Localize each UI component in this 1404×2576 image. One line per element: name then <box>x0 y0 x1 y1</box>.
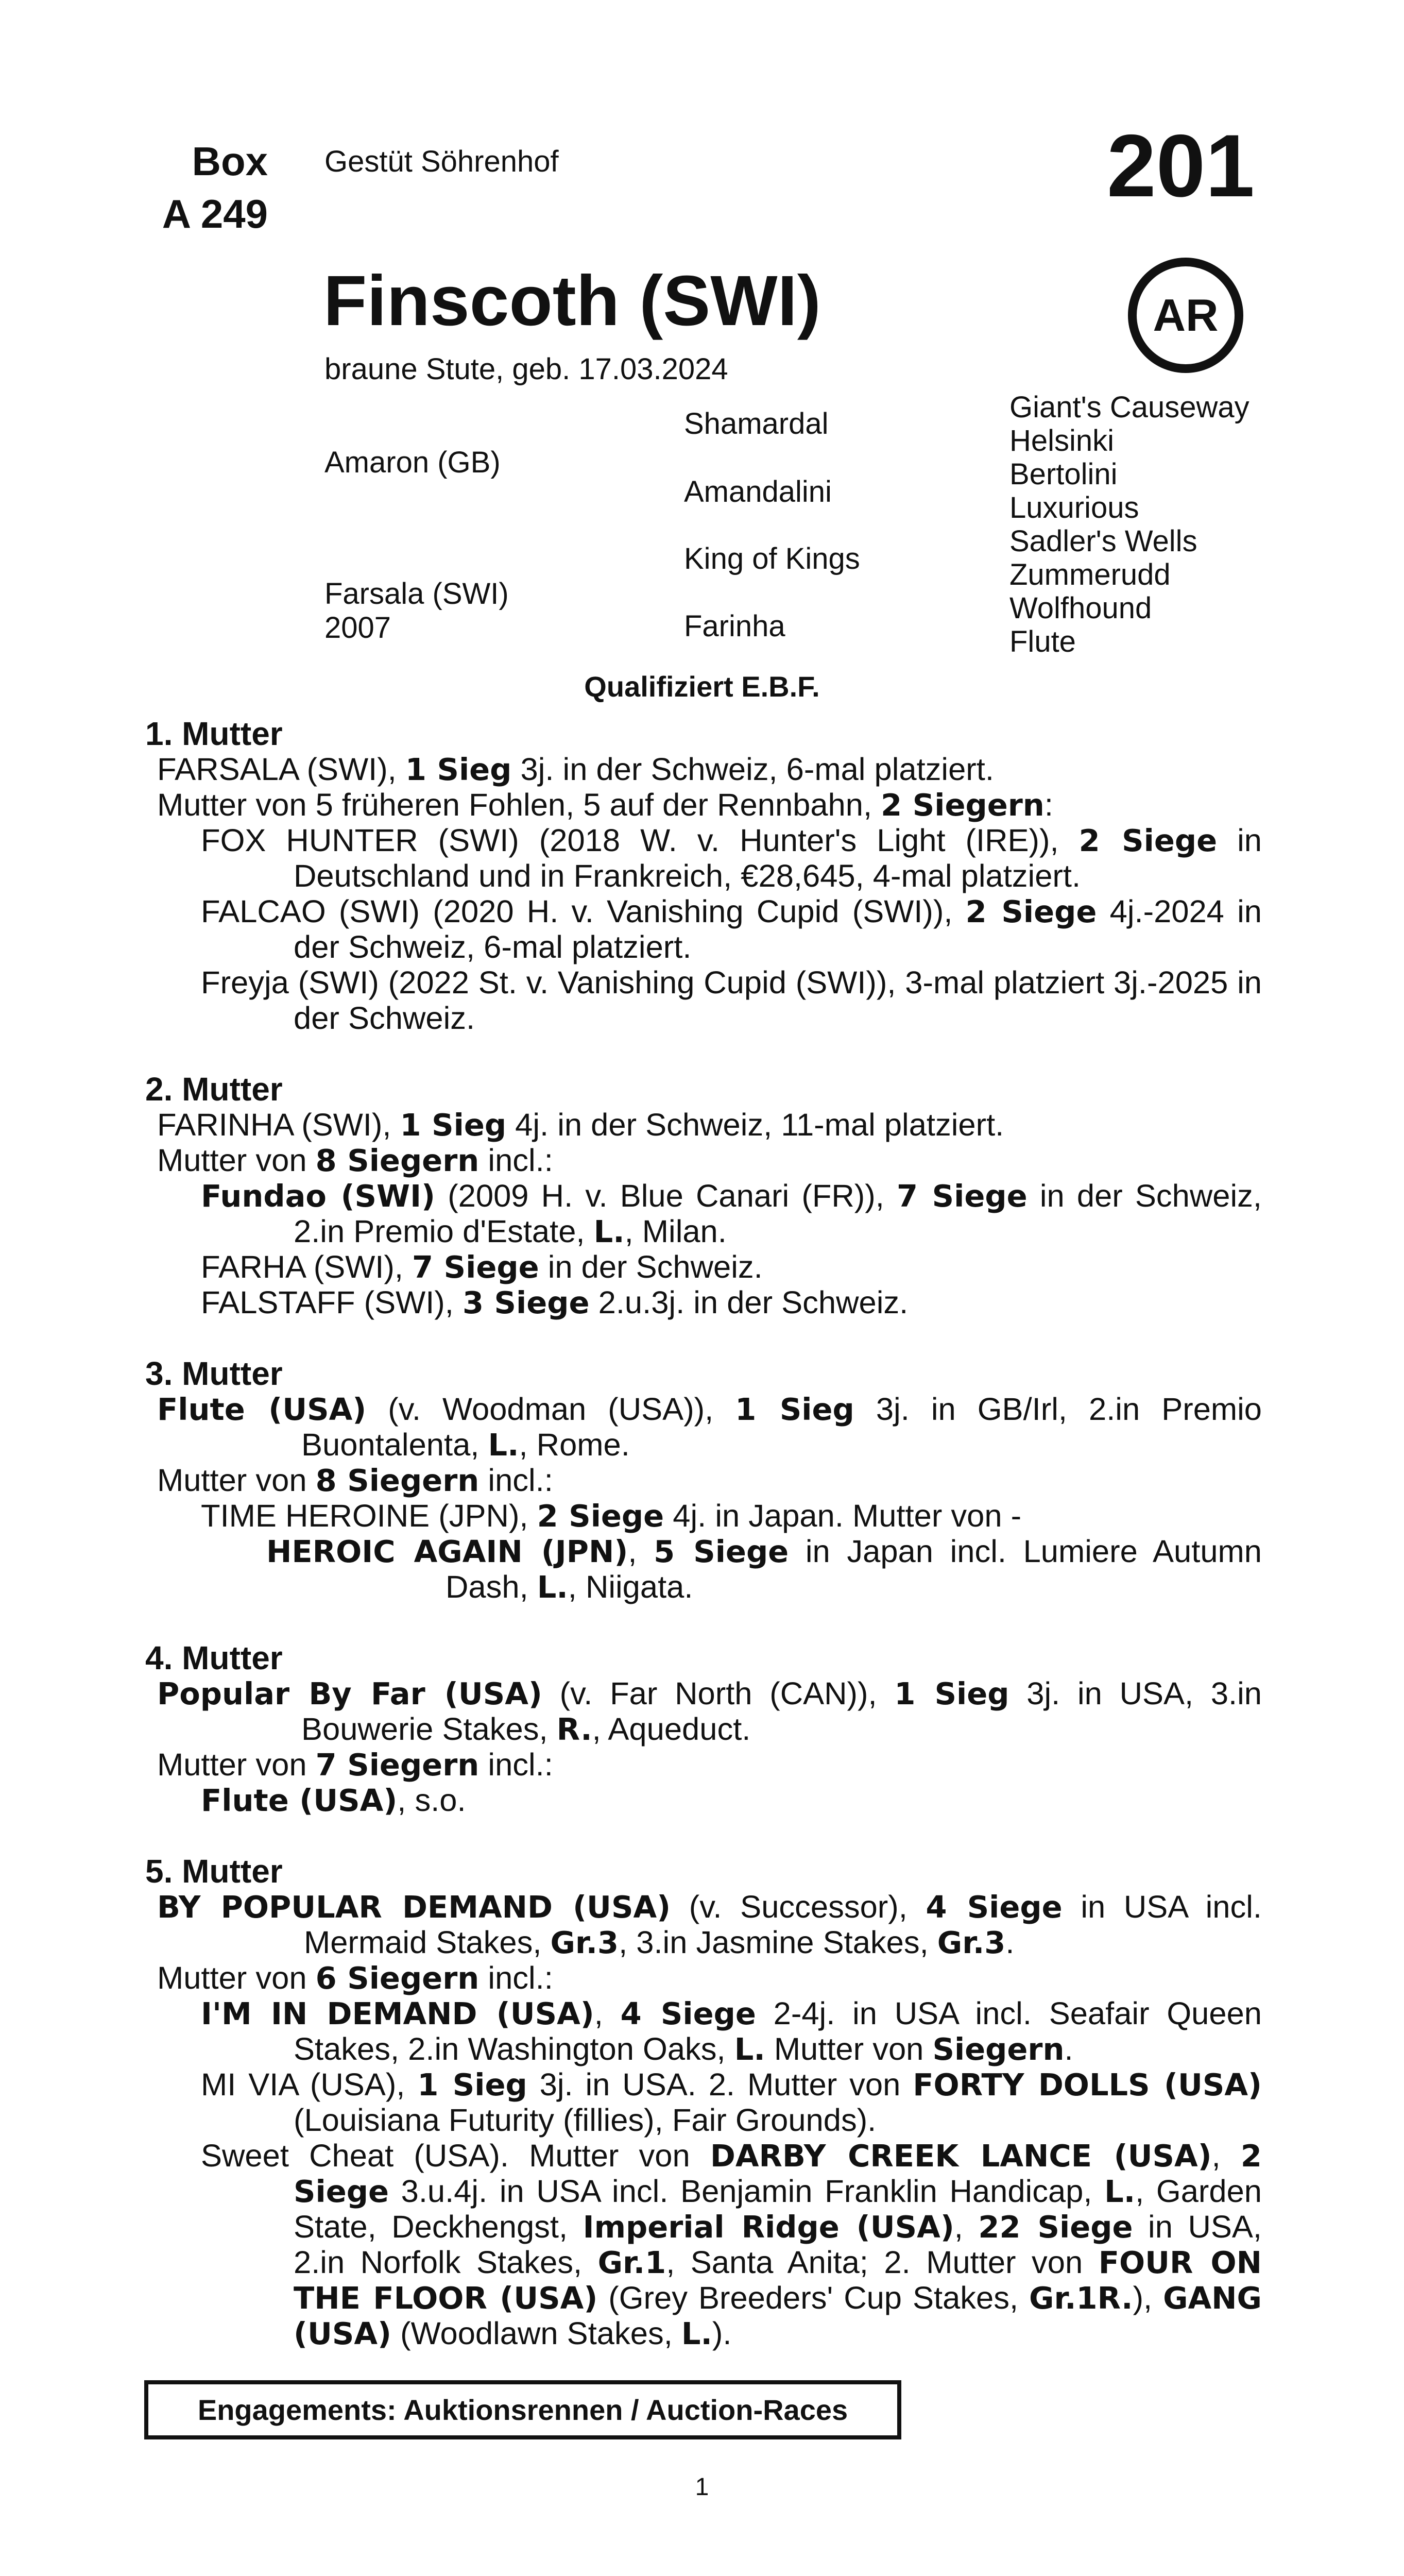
produce-summary: Mutter von 8 Siegern incl.: <box>157 1143 553 1178</box>
pedigree-granddam-2: Farinha <box>684 609 785 643</box>
female-family-section <box>144 716 1262 2351</box>
progeny-entry: FALCAO (SWI) (2020 H. v. Vanishing Cupid (SWI)), 2 Siege 4j.-2024 in der Schweiz, 6-mal platziert. <box>201 894 1262 965</box>
ar-badge-label: AR <box>1153 290 1219 341</box>
progeny-entry: I'M IN DEMAND (USA), 4 Siege 2-4j. in USA incl. Seafair Queen Stakes, 2.in Washington Oaks, L. Mutter von Siegern. <box>201 1996 1262 2067</box>
pedigree-third-generation <box>1009 391 1249 658</box>
progeny-entry: Sweet Cheat (USA). Mutter von DARBY CREEK LANCE (USA), 2 Siege 3.u.4j. in USA incl. Benjamin Franklin Handicap, L., Garden State, Deckhengst, Imperial Ridge (USA), 22 Siege in USA, 2.in Norfolk Stakes, Gr.1, Santa Anita; 2. Mutter von FOUR ON THE FLOOR (USA) (Grey Breeders' Cup Stakes, Gr.1R.), GANG (USA) (Woodlawn Stakes, L.). <box>201 2138 1262 2351</box>
section-heading: 4. Mutter <box>145 1639 283 1676</box>
section-heading: 3. Mutter <box>145 1355 283 1392</box>
progeny-entry: MI VIA (USA), 1 Sieg 3j. in USA. 2. Mutter von FORTY DOLLS (USA) (Louisiana Futurity (fillies), Fair Grounds). <box>201 2067 1262 2138</box>
horse-description: braune Stute, geb. 17.03.2024 <box>324 352 728 386</box>
horse-name: Finscoth (SWI) <box>323 261 821 341</box>
dam-record: BY POPULAR DEMAND (USA) (v. Successor), 4 Siege in USA incl. Mermaid Stakes, Gr.3, 3.in Jasmine Stakes, Gr.3. <box>157 1889 1262 1960</box>
lot-number: 201 <box>1107 116 1255 215</box>
progeny-entry: FALSTAFF (SWI), 3 Siege 2.u.3j. in der Schweiz. <box>201 1285 909 1320</box>
pedigree-dam: Farsala (SWI) <box>324 577 509 611</box>
dam-record: FARINHA (SWI), 1 Sieg 4j. in der Schweiz, 11-mal platziert. <box>157 1107 1004 1143</box>
pedigree-grandsire-2: King of Kings <box>684 542 860 575</box>
box-label <box>134 135 268 240</box>
progeny-entry: FARHA (SWI), 7 Siege in der Schweiz. <box>201 1249 763 1285</box>
produce-summary: Mutter von 5 früheren Fohlen, 5 auf der Rennbahn, 2 Siegern: <box>157 787 1053 823</box>
produce-summary: Mutter von 7 Siegern incl.: <box>157 1747 553 1783</box>
dam-record: Popular By Far (USA) (v. Far North (CAN)), 1 Sieg 3j. in USA, 3.in Bouwerie Stakes, R., Aqueduct. <box>157 1676 1262 1747</box>
ar-badge <box>1128 258 1243 373</box>
progeny-entry: TIME HEROINE (JPN), 2 Siege 4j. in Japan. Mutter von - <box>201 1498 1022 1534</box>
section-heading: 5. Mutter <box>145 1853 283 1890</box>
engagements-label: Engagements: Auktionsrennen / Auction-Races <box>197 2394 848 2426</box>
engagements-box <box>144 2380 901 2439</box>
pedigree-ancestor: Zummerudd <box>1009 558 1171 591</box>
box-label-line1: Box <box>192 139 268 184</box>
pedigree-ancestor: Giant's Causeway <box>1009 391 1249 424</box>
qualification-note: Qualifiziert E.B.F. <box>584 670 820 703</box>
pedigree-ancestor: Flute <box>1009 625 1076 658</box>
dam-record: Flute (USA) (v. Woodman (USA)), 1 Sieg 3j. in GB/Irl, 2.in Premio Buontalenta, L., Rome. <box>157 1392 1262 1463</box>
pedigree-ancestor: Bertolini <box>1009 457 1118 491</box>
progeny-entry: FOX HUNTER (SWI) (2018 W. v. Hunter's Light (IRE)), 2 Siege in Deutschland und in Frankreich, €28,645, 4-mal platziert. <box>201 823 1262 894</box>
breeder-name: Gestüt Söhrenhof <box>324 145 559 178</box>
progeny-entry: Fundao (SWI) (2009 H. v. Blue Canari (FR)), 7 Siege in der Schweiz, 2.in Premio d'Estate, L., Milan. <box>201 1178 1262 1249</box>
pedigree-sire: Amaron (GB) <box>324 446 501 479</box>
progeny-entry: Freyja (SWI) (2022 St. v. Vanishing Cupid (SWI)), 3-mal platziert 3j.-2025 in der Schweiz. <box>201 965 1262 1036</box>
pedigree-grandsire-1: Shamardal <box>684 407 829 440</box>
page-number: 1 <box>695 2473 709 2501</box>
section-heading: 2. Mutter <box>145 1071 283 1108</box>
box-label-line2: A 249 <box>162 191 268 236</box>
dam-record: FARSALA (SWI), 1 Sieg 3j. in der Schweiz, 6-mal platziert. <box>157 752 994 787</box>
progeny-entry: HEROIC AGAIN (JPN), 5 Siege in Japan incl. Lumiere Autumn Dash, L., Niigata. <box>266 1534 1262 1605</box>
produce-summary: Mutter von 8 Siegern incl.: <box>157 1463 553 1498</box>
produce-summary: Mutter von 6 Siegern incl.: <box>157 1960 553 1996</box>
section-heading: 1. Mutter <box>145 715 283 752</box>
pedigree-ancestor: Wolfhound <box>1009 591 1152 625</box>
pedigree-ancestor: Sadler's Wells <box>1009 524 1197 558</box>
pedigree-ancestor: Luxurious <box>1009 491 1139 524</box>
pedigree-ancestor: Helsinki <box>1009 424 1115 457</box>
pedigree-dam-year: 2007 <box>324 611 391 645</box>
pedigree-granddam-1: Amandalini <box>684 475 832 509</box>
progeny-entry: Flute (USA), s.o. <box>201 1783 466 1818</box>
